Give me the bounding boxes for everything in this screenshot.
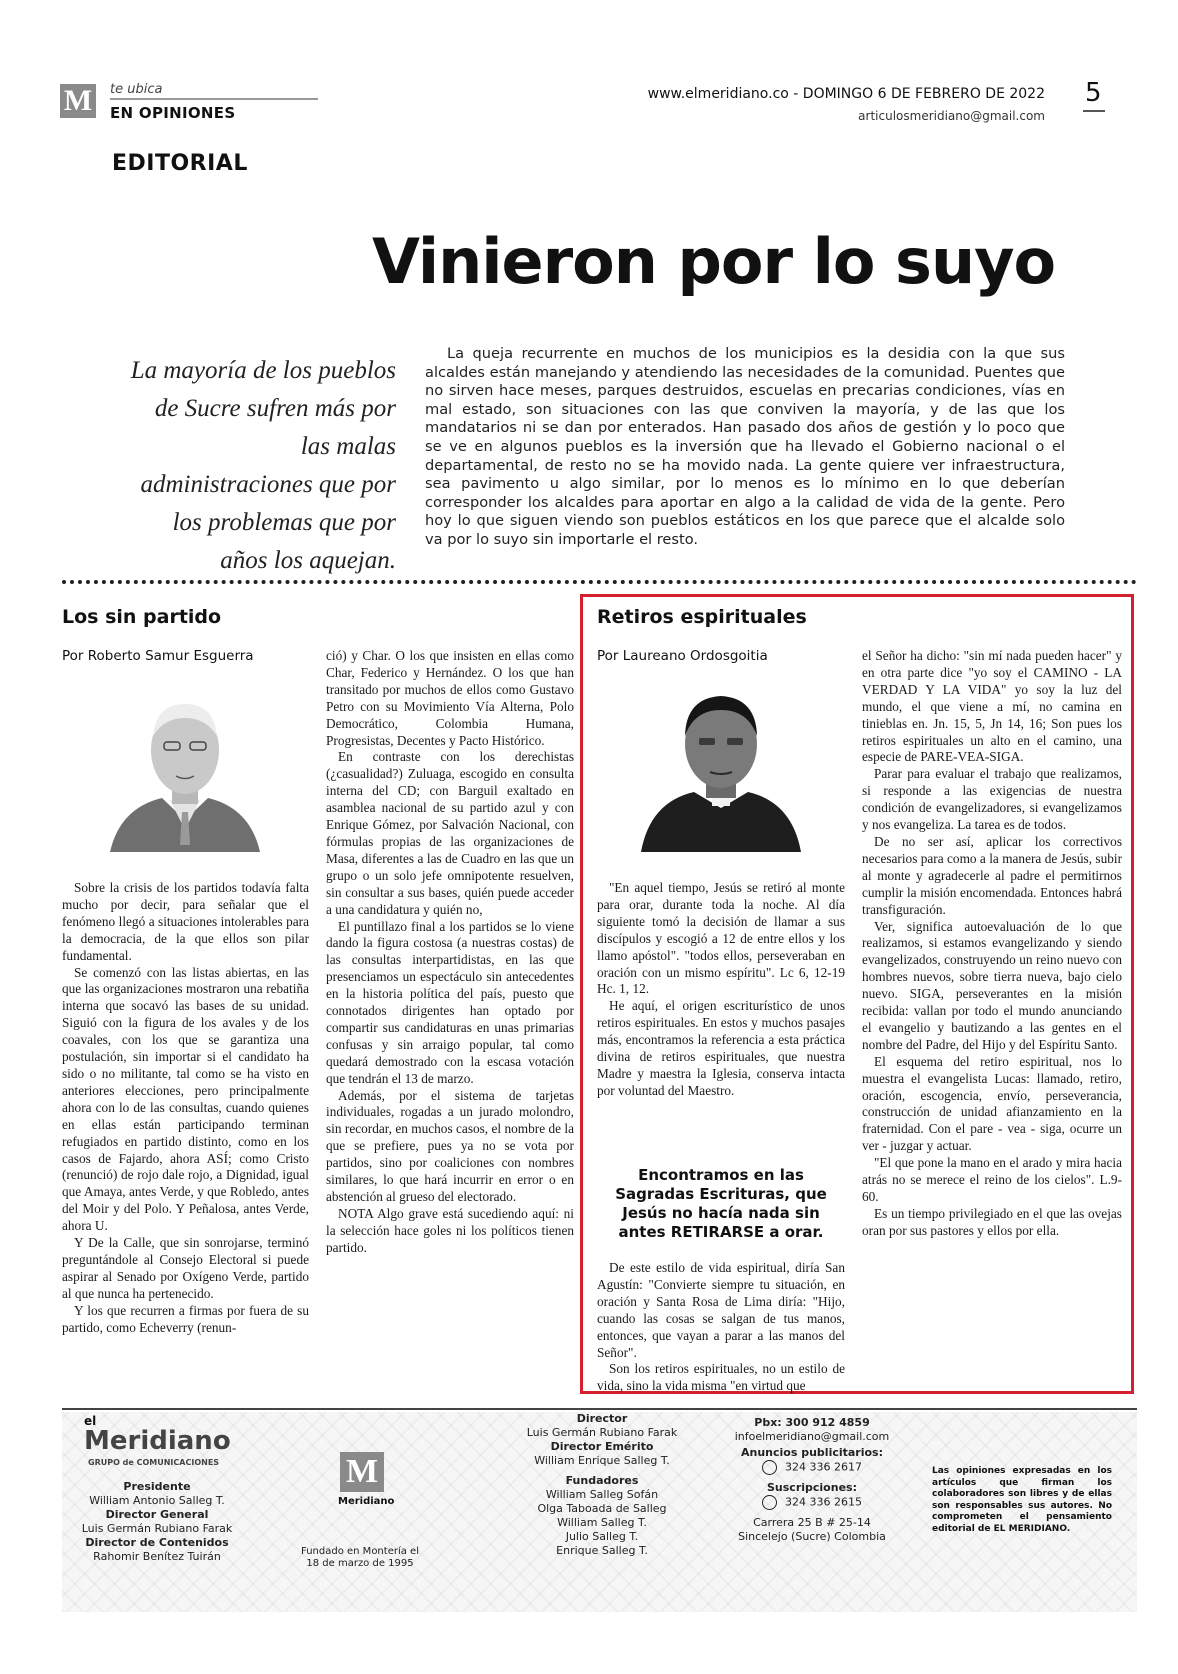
article-title-retiros-espirituales: Retiros espirituales: [597, 606, 807, 628]
founder-name: Olga Taboada de Salleg: [537, 1502, 667, 1515]
paragraph: Son los retiros espirituales, no un estilo de vida, sino la vida misma "en virtud que: [597, 1361, 845, 1394]
article2-highlight-quote: Encontramos en las Sagradas Escrituras, que Jesús no hacía nada sin antes RETIRARSE a orar.: [615, 1166, 827, 1241]
footer-divider: [62, 1408, 1137, 1410]
article2-column-2: [862, 648, 1122, 1240]
staff-role: Director Emérito: [550, 1440, 654, 1453]
staff-center: [502, 1412, 702, 1558]
editorial-pullquote: La mayoría de los pueblos de Sucre sufren más por las malas administraciones que por los problemas que por años los aquejan.: [130, 357, 396, 574]
founder-name: William Salleg Sofán: [545, 1488, 659, 1501]
staff-name: William Enrique Salleg T.: [534, 1454, 670, 1467]
paragraph: De este estilo de vida espiritual, diría San Agustín: "Convierte siempre tu situación, en oración y Santa Rosa de Lima diría: "Hijo, cuando las cosas se salgan de tus manos, entonces, que vayan a parar a las manos del Señor".: [597, 1260, 845, 1360]
section-kicker: EDITORIAL: [112, 151, 248, 176]
dotted-divider: [62, 580, 1137, 584]
editorial-paragraph: La queja recurrente en muchos de los municipios es la desidia con la que sus alcaldes están manejando y atendiendo las necesidades de la comunidad. Puentes que no sirven hace meses, parques destruidos, escuelas en precarias condiciones, vías en mal estado, son situaciones con las que conviven la mayoría, y de las que los mandatarios ni se dan por enterados. Han pasado dos años de gestión y lo poco que se ve en algunos pueblos es la inversión que ha llevado el Gobierno nacional o el departamental, de resto no se ha movido nada. La gente quiere ver infraestructura, sea pavimento u algo similar, por lo menos es lo mínimo en lo que deberían corresponder los alcaldes para aportar en algo a la calidad de vida de la gente. Pero hoy lo que siguen viendo son pueblos estáticos en los que parece que el alcalde solo va por lo suyo sin importarle el resto.: [425, 345, 1065, 548]
author-photo-laureano-ordosgoitia: [636, 680, 806, 852]
masthead-footer: [62, 1412, 1137, 1612]
article1-column-1: [62, 880, 309, 1336]
staff-name: Rahomir Benítez Tuirán: [93, 1550, 221, 1563]
staff-name: Luis Germán Rubiano Farak: [81, 1522, 233, 1535]
ads-phone-row: [722, 1460, 902, 1475]
paragraph: Sobre la crisis de los partidos todavía falta mucho por decir, para señalar que el fenómeno llegó a situaciones intolerables para la democracia, de la que ellos son pilar fundamental.: [62, 880, 309, 963]
founder-name: Julio Salleg T.: [565, 1530, 639, 1543]
paragraph: Ver, significa autoevaluación de lo que realizamos, si estamos evangelizando y siendo evangelizados, construyendo un reino nuevo con hombres nuevos, sobre tierra nueva, bajo cielo nuevo. SIGA, perseverantes en la misión recibida: vallan por todo el mundo anunciando el evangelio y bautizando a las gentes en el nombre del Padre, del Hijo y del Espíritu Santo.: [862, 918, 1122, 1052]
header-divider: [110, 98, 318, 100]
paragraph: Y De la Calle, que sin sonrojarse, terminó preguntándole al Consejo Electoral si puede aspirar al Senado por Oxígeno Verde, partido al que nunca ha pertenecido.: [62, 1235, 309, 1301]
whatsapp-icon: [762, 1460, 777, 1475]
header-email: articulosmeridiano@gmail.com: [858, 109, 1045, 123]
byline-laureano-ordosgoitia: Por Laureano Ordosgoitia: [597, 648, 768, 664]
paragraph: Además, por el sistema de tarjetas individuales, rogadas a un jurado molondro, sin recordar, en muchos casos, el nombre de la que se prefiere, pues ya no se vota por partidos, sino por coaliciones con nombres similares, lo que hará incurrir en error o en abstención al grueso del electorado.: [326, 1087, 574, 1204]
ads-label: Anuncios publicitarios:: [740, 1446, 884, 1459]
subscriptions-label: Suscripciones:: [767, 1481, 857, 1494]
staff-left: [72, 1480, 242, 1564]
pbx-number: Pbx: 300 912 4859: [754, 1416, 870, 1429]
paragraph: De no ser así, aplicar los correctivos necesarios para como a la manera de Jesús, subir al monte y agradecerle al padre el permitirnos cumplir la misión encomendada. Entonces habrá transfiguración.: [862, 833, 1122, 917]
brand-el: el: [84, 1414, 97, 1428]
byline-roberto-samur: Por Roberto Samur Esguerra: [62, 648, 254, 664]
paragraph: "El que pone la mano en el arado y mira hacia atrás no se merece el reino de los cielos". L.9-60.: [862, 1155, 1122, 1204]
paragraph: ció) y Char. O los que insisten en ellas como Char, Federico y Hernández. O los que han transitado por muchos de ellos como Gustavo Petro con su Movimiento Vía Alterna, Polo Democrático, Colombia Humana, Progresistas, Decentes y Pacto Histórico.: [326, 648, 574, 748]
paragraph: NOTA Algo grave está sucediendo aquí: ni la selección hace goles ni los políticos tienen partido.: [326, 1205, 574, 1255]
contact-email: infoelmeridiano@gmail.com: [734, 1430, 890, 1443]
paragraph: En contraste con los derechistas (¿casualidad?) Zuluaga, escogido en consulta interna del CD; con Barguil exaltado en asamblea nacional de su partido azul y con Enrique Gómez, por Salvación Nacional, con fórmulas propias de las organizaciones de Masa, diferentes a las de Cuadro en las que un grupo o un solo jefe omnipotente resuelven, sin consultar a sus bases, quién puede acceder a una candidatura y quién no,: [326, 749, 574, 917]
editorial-headline: Vinieron por lo suyo: [372, 225, 1056, 298]
meridiano-logo: M: [60, 84, 96, 118]
header-tagline: te ubica: [110, 82, 163, 97]
staff-role: Director: [576, 1412, 628, 1425]
article2-column-1-continued: [597, 1260, 845, 1395]
header-site-date: www.elmeridiano.co - DOMINGO 6 DE FEBRERO DE 2022: [647, 86, 1045, 102]
founder-name: William Salleg T.: [557, 1516, 647, 1529]
article2-column-1: [597, 880, 845, 1100]
paragraph: Es un tiempo privilegiado en el que las ovejas oran por sus pastores y ellos por ella.: [862, 1205, 1122, 1238]
article-title-los-sin-partido: Los sin partido: [62, 606, 222, 628]
paragraph: "En aquel tiempo, Jesús se retiró al monte para orar, durante toda la noche. Al día siguiente tomó la decisión de llamar a sus discípulos y escogió a 12 de entre ellos y los llamo apóstol". "todos ellos, perseveraban en oración con un mismo espíritu". Lc 6, 12-19 Hc. 1, 12.: [597, 880, 845, 997]
page-number-rule: [1083, 110, 1105, 112]
paragraph: El puntillazo final a los partidos se lo viene dando la figura costosa (a nuestras costas) de las consultas interpartidistas, en las que presenciamos un espectáculo sin antecedentes en la historia política del país, puesto que connotados dirigentes han optado por compartir sus candidaturas en unas primarias confusas y sin arraigo popular, tal como quedará demostrado con la escasa votación que tendrán el 13 de marzo.: [326, 918, 574, 1086]
brand-group: GRUPO de COMUNICACIONES: [88, 1458, 220, 1467]
paragraph: el Señor ha dicho: "sin mí nada pueden hacer" y en otra parte dice "yo soy el CAMINO - LA VERDAD Y LA VIDA" yo soy la luz del mundo, el que viene a mí, no camina en tinieblas en. Jn. 15, 5, Jn 14, 16; Son pues los retiros espirituales un alto en el camino, una especie de PARE-VEA-SIGA.: [862, 648, 1122, 765]
staff-role: Director General: [105, 1508, 209, 1521]
seal-name: Meridiano: [338, 1496, 395, 1507]
founded-note: Fundado en Montería el 18 de marzo de 1995: [301, 1546, 419, 1569]
address-line: Sincelejo (Sucre) Colombia: [738, 1530, 886, 1543]
disclaimer: Las opiniones expresadas en los artículos que firman los colaboradores son libres y de ellas son responsables sus autores. No comprometen el pensamiento editorial de EL MERIDIANO.: [932, 1466, 1112, 1534]
staff-name: William Antonio Salleg T.: [89, 1494, 225, 1507]
contact-block: [722, 1416, 902, 1544]
subscriptions-phone: 324 336 2615: [785, 1495, 862, 1509]
meridiano-seal: M: [340, 1452, 384, 1492]
paragraph: Parar para evaluar el trabajo que realizamos, si responde a las exigencias de nuestra condición de evangelizadores, si evangelizamos y nos evangeliza. La tarea es de todos.: [862, 766, 1122, 833]
paragraph: He aquí, el origen escriturístico de unos retiros espirituales. En estos y muchos pasajes más, encontramos la referencia a esta práctica divina de retiros espirituales, que nuestra Madre y maestra la Iglesia, conserva intacta por voluntad del Maestro.: [597, 998, 845, 1098]
subs-phone-row: [722, 1495, 902, 1510]
staff-name: Luis Germán Rubiano Farak: [526, 1426, 678, 1439]
address-line: Carrera 25 B # 25-14: [753, 1516, 871, 1529]
paragraph: Se comenzó con las listas abiertas, en las que las organizaciones mostraron una rebatiña interna que socavó las bases de su unidad. Siguió con la figura de los avales y de los coavales, con los que se garantiza una postulación, sin importar si el candidato ha sido o no militante, tal como se ha visto en anteriores elecciones, pero principalmente ahora con lo de las consultas, cuando quienes en ellas están participando terminan refugiados en partido distinto, como en los casos de Fajardo, ahora ASÍ; como Cristo (renunció) de rojo dale rojo, a Dignidad, igual que Amaya, antes Verde, y que Robledo, antes del Moir y del Polo. Y Peñalosa, antes Verde, ahora U.: [62, 964, 309, 1234]
author-photo-roberto-samur: [100, 680, 270, 852]
whatsapp-icon: [762, 1495, 777, 1510]
page-number: 5: [1085, 78, 1102, 108]
section-name: EN OPINIONES: [110, 104, 236, 122]
staff-role: Director de Contenidos: [85, 1536, 229, 1549]
editorial-body: [425, 345, 1065, 550]
staff-role: Fundadores: [565, 1474, 639, 1487]
paragraph: Y los que recurren a firmas por fuera de su partido, como Echeverry (renun-: [62, 1302, 309, 1335]
founder-name: Enrique Salleg T.: [556, 1544, 648, 1557]
ads-phone: 324 336 2617: [785, 1460, 862, 1474]
brand-name: Meridiano: [84, 1426, 231, 1456]
staff-role: Presidente: [123, 1480, 191, 1493]
paragraph: El esquema del retiro espiritual, nos lo muestra el evangelista Lucas: llamado, retiro, oración, escogencia, envío, perseverancia, construcción de unidad afianzamiento en la fraternidad. Con el pare - vea - siga, ocurre un ver - juzgar y actuar.: [862, 1053, 1122, 1154]
article1-column-2: [326, 648, 574, 1257]
